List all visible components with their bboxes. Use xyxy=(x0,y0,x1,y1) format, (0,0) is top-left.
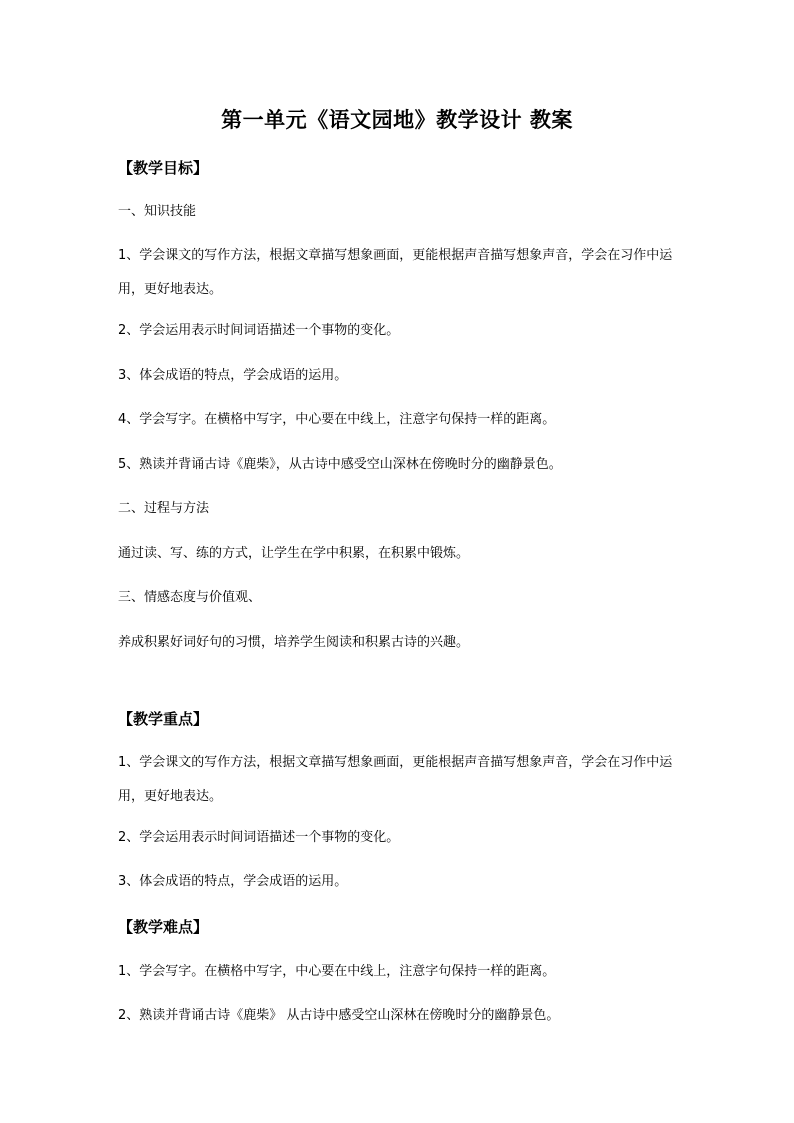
attitude-heading: 三、情感态度与价值观、 xyxy=(118,590,262,605)
knowledge-item-3: 3、体会成语的特点，学会成语的运用。 xyxy=(118,368,348,383)
attitude-text: 养成积累好词好句的习惯，培养学生阅读和积累古诗的兴趣。 xyxy=(118,635,470,650)
knowledge-item-5: 5、熟读并背诵古诗《鹿柴》，从古诗中感受空山深林在傍晚时分的幽静景色。 xyxy=(118,457,562,472)
process-heading: 二、过程与方法 xyxy=(118,501,210,516)
knowledge-heading: 一、知识技能 xyxy=(118,204,197,219)
difficulty-item-1: 1、学会写字。在横格中写字，中心要在中线上，注意字句保持一样的距离。 xyxy=(118,964,556,979)
process-text: 通过读、写、练的方式，让学生在学中积累，在积累中锻炼。 xyxy=(118,546,470,561)
difficulties-heading: 【教学难点】 xyxy=(118,918,209,936)
objectives-heading: 【教学目标】 xyxy=(118,159,209,177)
document-title: 第一单元《语文园地》教学设计 教案 xyxy=(221,107,573,132)
key-point-item-1: 1、学会课文的写作方法，根据文章描写想象画面，更能根据声音描写想象声音，学会在习作中运用，更好地表达。 xyxy=(118,755,673,804)
knowledge-item-2: 2、学会运用表示时间词语描述一个事物的变化。 xyxy=(118,323,400,338)
difficulty-item-2: 2、熟读并背诵古诗《鹿柴》 从古诗中感受空山深林在傍晚时分的幽静景色。 xyxy=(118,1008,560,1023)
knowledge-item-1: 1、学会课文的写作方法，根据文章描写想象画面，更能根据声音描写想象声音，学会在习作中运用，更好地表达。 xyxy=(118,248,673,297)
key-point-item-2: 2、学会运用表示时间词语描述一个事物的变化。 xyxy=(118,830,400,845)
knowledge-item-4: 4、学会写字。在横格中写字，中心要在中线上，注意字句保持一样的距离。 xyxy=(118,412,556,427)
key-points-heading: 【教学重点】 xyxy=(118,710,209,728)
key-point-item-3: 3、体会成语的特点，学会成语的运用。 xyxy=(118,874,348,889)
